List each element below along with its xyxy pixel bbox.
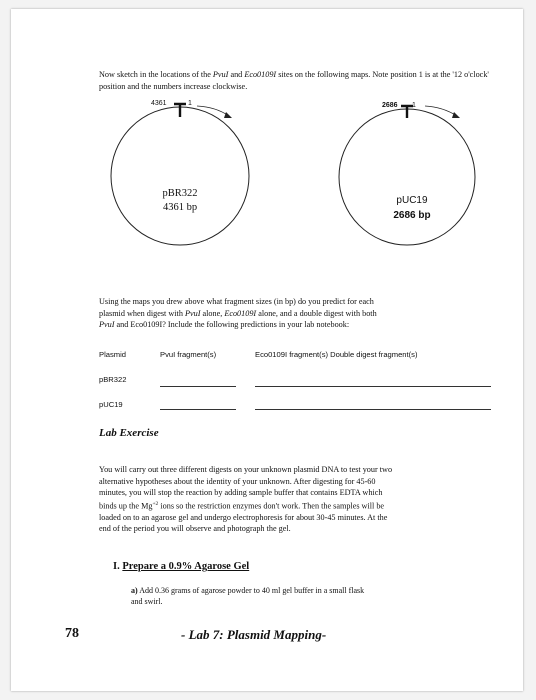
plasmid-circle-pbr322 — [111, 107, 249, 245]
marker-one-puc19: 1 — [412, 102, 416, 109]
enzyme-eco: Eco0109I — [244, 70, 277, 79]
step-a: a) Add 0.36 grams of agarose powder to 40 ml gel buffer in a small flask and swirl. — [131, 586, 365, 606]
section-heading: I. Prepare a 0.9% Agarose Gel — [113, 561, 250, 572]
page-number: 78 — [65, 626, 79, 641]
marker-start-pbr322: 4361 — [151, 100, 167, 107]
running-footer: - Lab 7: Plasmid Mapping- — [181, 627, 327, 642]
arrowhead-icon — [452, 112, 460, 118]
lab-exercise-heading: Lab Exercise — [99, 427, 159, 439]
lab-exercise-text: You will carry out three different digests on your unknown plasmid DNA to test your two alternative hypotheses about the identity of your unknown. After digesting for 45-60 minutes, you will stop the reaction by adding sample buffer that contains EDTA which binds up the $Mg^{+2}$ ions so the restriction enzymes don't work. Then the samples will be loaded on to an agarose gel and undergo electrophoresis for about 30-45 minutes. At the end of the period you will observe and photograph the gel. — [99, 465, 393, 534]
prediction-question: Using the maps you drew above what fragment sizes (in bp) do you predict for each plasmid when digest with PvuI alone, Eco0109I alone, and a double digest with both PvuI and Eco0109I? Include the following predictions in your lab notebook: — [99, 297, 377, 329]
plasmid-size-puc19: 2686 bp — [393, 210, 431, 221]
map-pbr322 — [111, 100, 249, 245]
table-header-plasmid: Plasmid — [99, 350, 127, 359]
origin-marker-pbr322 — [174, 104, 186, 117]
table-header-eco-double: Eco0109I fragment(s) Double digest fragment(s) — [255, 350, 418, 359]
clockwise-arrow-puc19 — [425, 106, 457, 116]
blank-eco-double-puc19 — [255, 409, 491, 410]
plasmid-name-pbr322: pBR322 — [162, 188, 198, 199]
blank-pvui-pbr322 — [160, 386, 236, 387]
table-row-label: pBR322 — [99, 375, 127, 384]
marker-one-pbr322: 1 — [188, 100, 192, 107]
enzyme-pvui: PvuI — [212, 70, 229, 79]
blank-pvui-puc19 — [160, 409, 236, 410]
table-header-pvui: PvuI fragment(s) — [160, 350, 217, 359]
plasmid-maps — [11, 9, 523, 309]
marker-start-puc19: 2686 — [382, 102, 398, 109]
plasmid-size-pbr322: 4361 bp — [162, 202, 198, 213]
arrowhead-icon — [224, 112, 232, 118]
blank-eco-double-pbr322 — [255, 386, 491, 387]
plasmid-name-puc19: pUC19 — [396, 195, 428, 206]
intro-instructions: Now sketch in the locations of the PvuI and Eco0109I sites on the following maps. Note position 1 is at the '12 o'clock' position and the numbers increase clockwise. — [99, 70, 489, 91]
map-puc19 — [339, 102, 475, 245]
plasmid-circle-puc19 — [339, 109, 475, 245]
document-page — [11, 9, 523, 691]
table-row-label: pUC19 — [99, 400, 123, 409]
